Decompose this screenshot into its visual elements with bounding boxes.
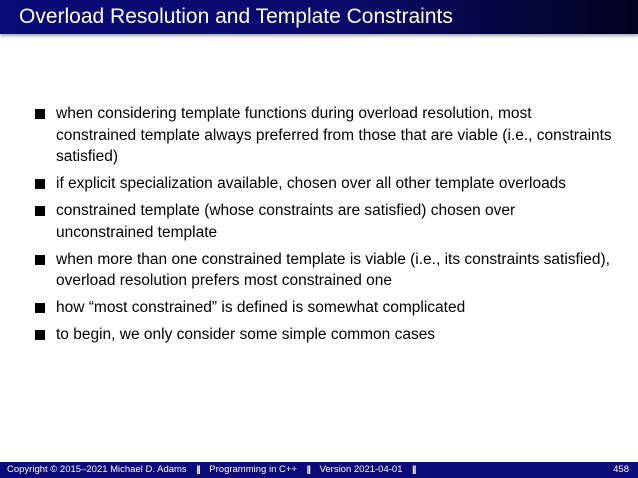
footer-bar	[0, 462, 638, 478]
footer-copyright: Copyright © 2015–2021 Michael D. Adams	[7, 464, 187, 475]
bullet-text: how “most constrained” is defined is somewhat complicated	[56, 299, 466, 316]
footer-separator: ||	[412, 464, 416, 475]
page-number: 458	[613, 464, 629, 475]
bullet-text: when considering template functions during overload resolution, most constrained template always preferred from those that are viable (i.e., constraints satisfied)	[56, 105, 612, 165]
bullet-item	[34, 249, 614, 292]
bullet-item	[34, 297, 614, 319]
slide-title: Overload Resolution and Template Constraints	[19, 5, 453, 28]
bullet-list	[34, 103, 614, 351]
footer-version: Version 2021-04-01	[319, 464, 403, 475]
square-bullet-icon	[35, 330, 45, 340]
footer-info	[7, 462, 422, 478]
square-bullet-icon	[35, 206, 45, 216]
bullet-item	[34, 324, 614, 346]
bullet-text: to begin, we only consider some simple common cases	[56, 326, 436, 343]
square-bullet-icon	[35, 255, 45, 265]
square-bullet-icon	[35, 303, 45, 313]
footer-course: Programming in C++	[209, 464, 297, 475]
bullet-item	[34, 200, 614, 243]
bullet-text: constrained template (whose constraints are satisfied) chosen over unconstrained template	[56, 202, 516, 241]
bullet-text: if explicit specialization available, chosen over all other template overloads	[56, 175, 567, 192]
bullet-text: when more than one constrained template is viable (i.e., its constraints satisfied), overload resolution prefers most constrained one	[56, 250, 610, 289]
bullet-item	[34, 103, 614, 168]
footer-separator: ||	[306, 464, 310, 475]
bullet-item	[34, 173, 614, 195]
title-bar	[0, 0, 638, 34]
footer-separator: ||	[196, 464, 200, 475]
square-bullet-icon	[35, 109, 45, 119]
square-bullet-icon	[35, 179, 45, 189]
